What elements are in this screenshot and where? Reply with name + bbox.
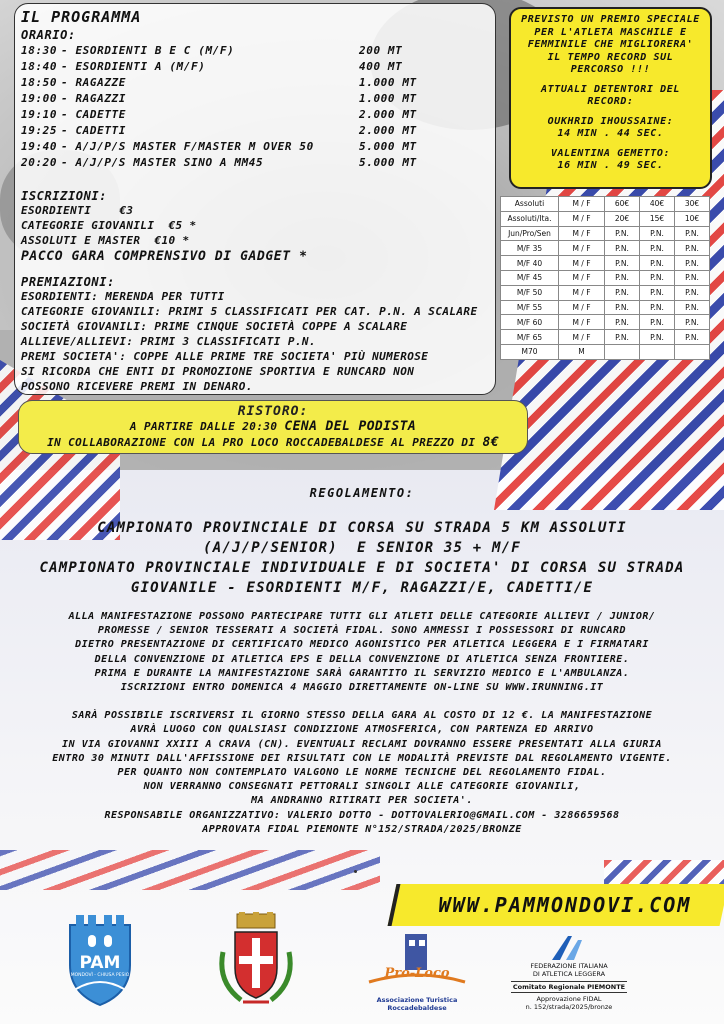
iscrizione-line: CATEGORIE GIOVANILI €5 *: [21, 219, 197, 232]
proloco-logo: [365, 932, 469, 1018]
premio-line: PREVISTO UN PREMIO SPECIALE: [521, 14, 700, 25]
proloco-caption-2: Roccadebaldese: [387, 1004, 447, 1012]
premio-line: PER L'ATLETA MASCHILE E: [534, 26, 687, 38]
premiazioni-section: [21, 275, 495, 394]
premiazione-line: PREMI SOCIETA': COPPE ALLE PRIME TRE SOCIETA' PIÙ NUMEROSE: [21, 350, 429, 363]
premiazioni-label: PREMIAZIONI:: [21, 275, 115, 289]
decor-stripes-bottom: [0, 850, 380, 890]
proloco-name: Pro-Loco: [384, 966, 450, 981]
premiazione-line: SOCIETÀ GIOVANILI: PRIME CINQUE SOCIETÀ COPPE A SCALARE: [21, 320, 408, 333]
iscrizione-line: ESORDIENTI €3: [21, 204, 134, 217]
schedule-row: 18:30 - ESORDIENTI B E C (M/F) 200 MT: [21, 44, 403, 57]
fidal-logo: [508, 932, 630, 1024]
schedule-row: 19:25 - CADETTI 2.000 MT: [21, 124, 417, 137]
cena-del-podista: CENA DEL PODISTA: [284, 419, 417, 434]
fidal-approval-number: n. 152/strada/2025/bronze: [525, 1003, 613, 1011]
website-link[interactable]: WWW.PAMMONDOVI.COM: [438, 893, 692, 917]
record-holder-female: VALENTINA GEMETTO:: [550, 147, 671, 159]
ristoro-box: [18, 400, 528, 454]
regolamento-section: [0, 486, 724, 837]
table-row: Assoluti/Ita. M / F 20€ 15€ 10€: [501, 211, 710, 226]
schedule-row: 19:10 - CADETTE 2.000 MT: [21, 108, 417, 121]
fidal-line-2: DI ATLETICA LEGGERA: [532, 970, 606, 978]
championship-titles: [0, 518, 724, 598]
premio-speciale-box: [509, 7, 712, 189]
orario-label: ORARIO:: [21, 28, 76, 42]
championship-line: (A/J/P/SENIOR) E SENIOR 35 + M/F: [203, 540, 521, 556]
championship-line: CAMPIONATO PROVINCIALE DI CORSA SU STRADA 5 KM ASSOLUTI: [97, 520, 627, 536]
record-time-male: 14 MIN . 44 SEC.: [557, 128, 664, 139]
premiazione-line: ESORDIENTI: MERENDA PER TUTTI: [21, 290, 225, 303]
municipal-crest: [215, 912, 297, 1010]
pam-subtitle: MONDOVÌ - CHIUSA PESIO: [70, 973, 130, 978]
pam-logo: [62, 915, 138, 1007]
premio-line: FEMMINILE CHE MIGLIORERA': [527, 39, 694, 50]
schedule-row: 19:00 - RAGAZZI 1.000 MT: [21, 92, 417, 105]
table-row: Assoluti M / F 60€ 40€ 30€: [501, 197, 710, 212]
contact-line: RESPONSABILE ORGANIZZATIVO: VALERIO DOTTO - DOTTOVALERIO@GMAIL.COM - 3286659568: [104, 809, 620, 821]
regolamento-paragraph-2: SARÀ POSSIBILE ISCRIVERSI IL GIORNO STESSO DELLA GARA AL COSTO DI 12 €. LA MANIFESTAZIONE AVRÀ LUOGO CON QUALSIASI CONDIZIONE ATMOSFERICA, CON PARTENZA ED ARRIVO IN VIA GIOVANNI XXIII A CRAVA (CN). EVENTUALI RECLAMI DOVRANNO ESSERE PRESENTATI ALLA GIURIA ENTRO 30 MINUTI DALL'AFFISSIONE DEI RISULTATI CON LE MODALITÀ PREVISTE DAL REGOLAMENTO VIGENTE. PER QUANTO NON CONTEMPLATO VALGONO LE NORME TECNICHE DEL REGOLAMENTO FIDAL. NON VERRANNO CONSEGNATI PETTORALI SINGOLI ALLE CATEGORIE GIOVANILI, MA ANDRANNO RITIRATI PER SOCIETA'. RESPONSABILE ORGANIZZATIVO: VALERIO DOTTO - DOTTOVALERIO@GMAIL.COM - 3286659568 APPROVATA FIDAL PIEMONTE N°152/STRADA/2025/BRONZE: [0, 709, 724, 837]
table-row: M/F 65 M / F P.N. P.N. P.N.: [501, 330, 710, 345]
prize-table: [500, 196, 710, 360]
schedule-row: 20:20 - A/J/P/S MASTER SINO A MM45 5.000 MT: [21, 156, 417, 169]
regolamento-title: REGOLAMENTO:: [309, 486, 415, 500]
schedule-row: 18:40 - ESORDIENTI A (M/F) 400 MT: [21, 60, 403, 73]
proloco-caption-1: Associazione Turistica: [376, 996, 458, 1004]
schedule-list: [21, 43, 495, 171]
table-row: M/F 50 M / F P.N. P.N. P.N.: [501, 285, 710, 300]
divider-dot: [354, 870, 357, 873]
detentori-label: ATTUALI DETENTORI DEL RECORD:: [540, 83, 681, 107]
fidal-line-1: FEDERAZIONE ITALIANA: [530, 962, 608, 970]
record-time-female: 16 MIN . 49 SEC.: [557, 160, 664, 171]
premio-line: PERCORSO !!!: [570, 64, 651, 75]
table-row: Jun/Pro/Sen M / F P.N. P.N. P.N.: [501, 226, 710, 241]
table-row: M/F 40 M / F P.N. P.N. P.N.: [501, 256, 710, 271]
table-row: M/F 35 M / F P.N. P.N. P.N.: [501, 241, 710, 256]
table-row: M/F 55 M / F P.N. P.N. P.N.: [501, 300, 710, 315]
premio-line: IL TEMPO RECORD SUL: [547, 51, 674, 63]
table-row: M70 M: [501, 344, 710, 359]
iscrizioni-label: ISCRIZIONI:: [21, 189, 108, 203]
pacco-gara: PACCO GARA COMPRENSIVO DI GADGET *: [21, 249, 308, 264]
premiazione-line: POSSONO RICEVERE PREMI IN DENARO.: [21, 380, 253, 393]
programma-title: IL PROGRAMMA: [21, 8, 142, 26]
ristoro-price: 8€: [482, 435, 499, 450]
schedule-row: 19:40 - A/J/P/S MASTER F/MASTER M OVER 50 5.000 MT: [21, 140, 417, 153]
programma-panel: [14, 3, 496, 395]
iscrizione-line: ASSOLUTI E MASTER €10 *: [21, 234, 190, 247]
regolamento-paragraph-1: ALLA MANIFESTAZIONE POSSONO PARTECIPARE TUTTI GLI ATLETI DELLE CATEGORIE ALLIEVI / JUNIOR/ PROMESSE / SENIOR TESSERATI A SOCIETÀ FIDAL. SONO AMMESSI I POSSESSORI DI RUNCARD DIETRO PRESENTAZIONE DI CERTIFICATO MEDICO AGONISTICO PER ATLETICA LEGGERA E I FIRMATARI DELLA CONVENZIONE DI ATLETICA EPS E DELLA CONVENZIONE DI ATLETICA SENZA FRONTIERE. PRIMA E DURANTE LA MANIFESTAZIONE SARÀ GARANTITO IL SERVIZIO MEDICO E L'AMBULANZA. ISCRIZIONI ENTRO DOMENICA 4 MAGGIO DIRETTAMENTE ON-LINE SU WWW.IRUNNING.IT: [68, 611, 656, 694]
premiazione-line: SI RICORDA CHE ENTI DI PROMOZIONE SPORTIVA E RUNCARD NON: [21, 365, 415, 378]
pam-name: PAM: [79, 953, 121, 973]
schedule-row: 18:50 - RAGAZZE 1.000 MT: [21, 76, 417, 89]
ristoro-line-1: A PARTIRE DALLE 20:30 CENA DEL PODISTA: [129, 419, 417, 434]
championship-line: GIOVANILE - ESORDIENTI M/F, RAGAZZI/E, CADETTI/E: [130, 580, 594, 596]
ristoro-title: RISTORO:: [237, 404, 309, 419]
approval-line: APPROVATA FIDAL PIEMONTE N°152/STRADA/2025/BRONZE: [202, 823, 522, 835]
table-row: M/F 45 M / F P.N. P.N. P.N.: [501, 270, 710, 285]
premiazione-line: ALLIEVE/ALLIEVI: PRIMI 3 CLASSIFICATI P.N.: [21, 335, 316, 348]
ristoro-line-2: IN COLLABORAZIONE CON LA PRO LOCO ROCCADEBALDESE AL PREZZO DI 8€: [47, 435, 499, 450]
table-row: M/F 60 M / F P.N. P.N. P.N.: [501, 315, 710, 330]
fidal-approval: Approvazione FIDAL: [536, 995, 602, 1003]
championship-line: CAMPIONATO PROVINCIALE INDIVIDUALE E DI SOCIETA' DI CORSA SU STRADA: [39, 560, 685, 576]
iscrizioni-section: [21, 189, 495, 265]
fidal-comitato: Comitato Regionale PIEMONTE: [512, 983, 626, 991]
record-holder-male: OUKHRID IHOUSSAINE:: [547, 115, 674, 127]
premiazione-line: CATEGORIE GIOVANILI: PRIMI 5 CLASSIFICATI PER CAT. P.N. A SCALARE: [21, 305, 478, 318]
